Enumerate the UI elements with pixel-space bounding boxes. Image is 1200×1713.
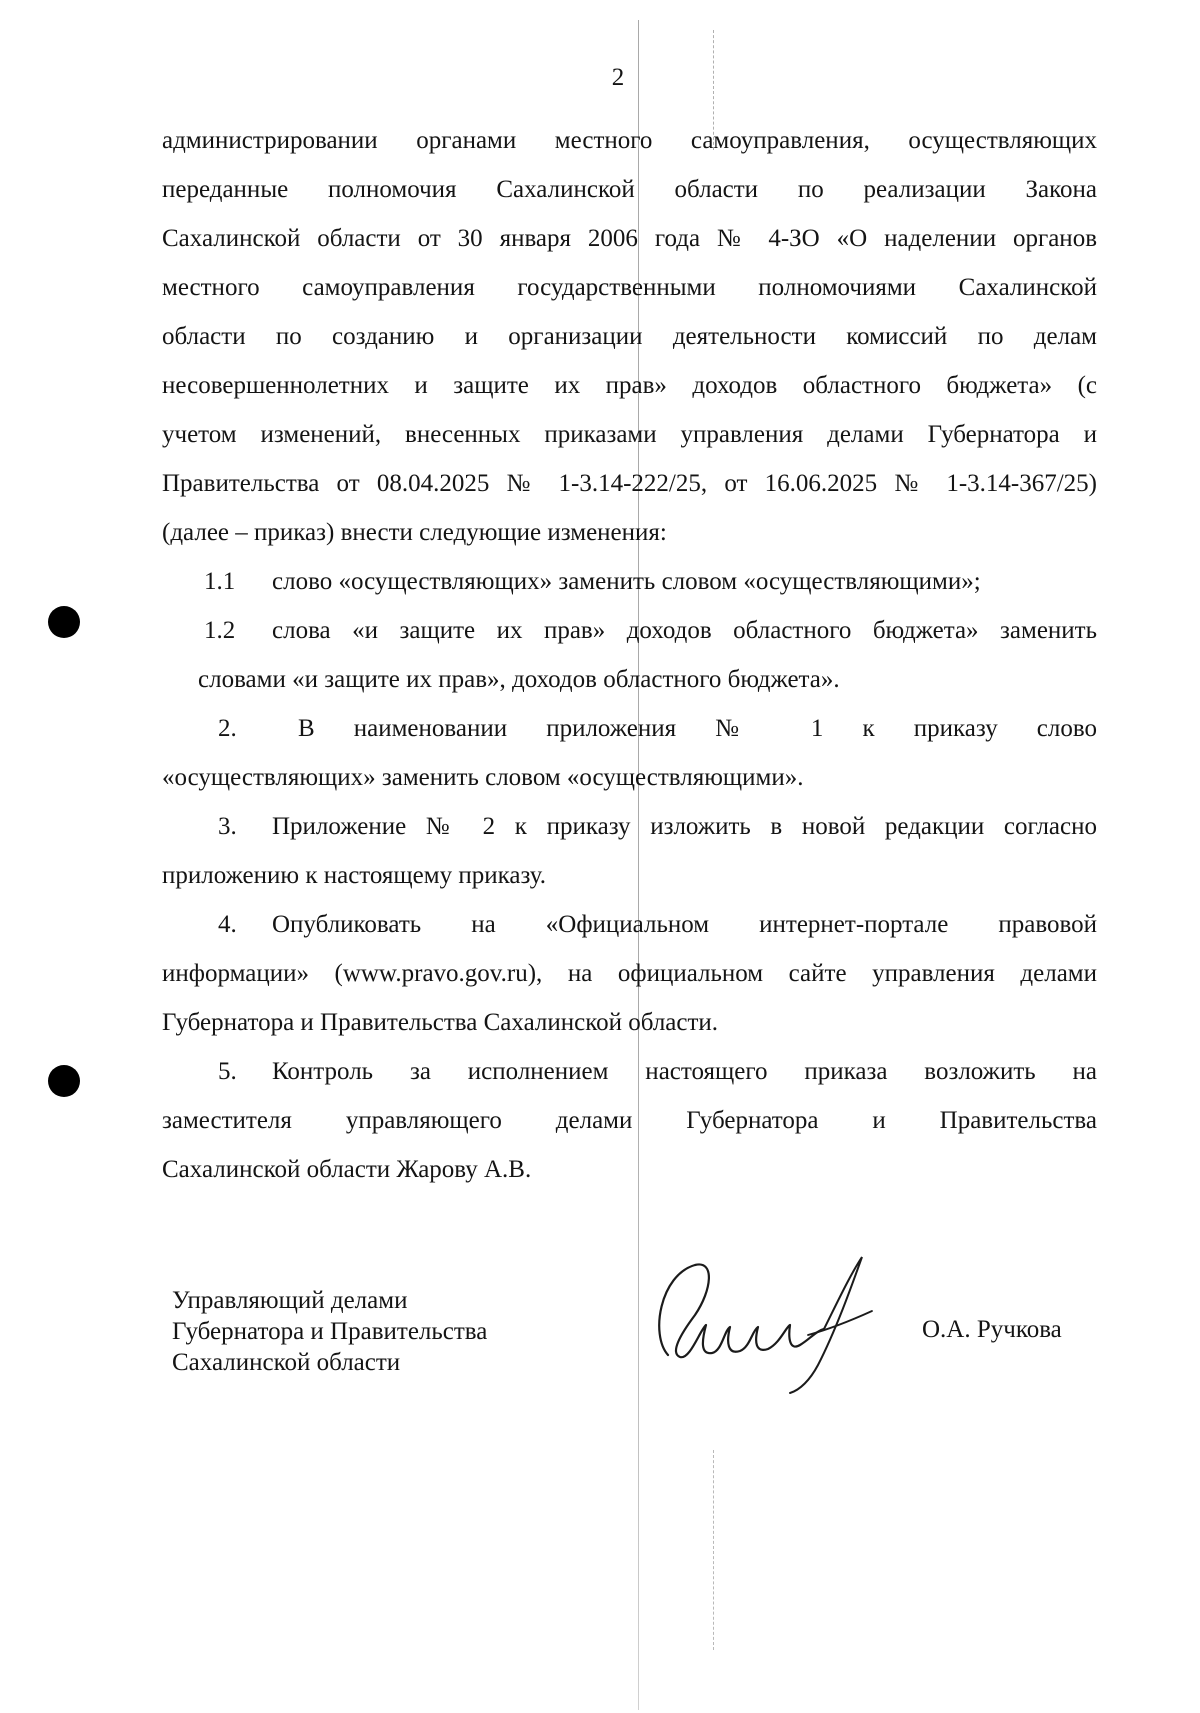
item-text: Опубликовать на «Официальном интернет-портале правовой: [272, 911, 1097, 938]
subitem-1-2: [162, 616, 1097, 646]
body-line: учетом изменений, внесенных приказами управления делами Губернатора и: [162, 421, 1097, 448]
subitem-text: слово «осуществляющих» заменить словом «осуществляющими»;: [272, 568, 981, 595]
subitem-continuation: словами «и защите их прав», доходов областного бюджета».: [198, 666, 840, 693]
handwritten-signature: [640, 1235, 900, 1395]
punch-hole: [48, 1065, 80, 1097]
item-number: 2.: [218, 715, 237, 742]
item-4: [162, 910, 1097, 940]
page-number: 2: [611, 64, 625, 91]
subitem-number: 1.2: [204, 617, 236, 644]
subitem-number: 1.1: [204, 568, 236, 595]
item-number: 3.: [218, 813, 237, 840]
body-line: информации» (www.pravo.gov.ru), на официальном сайте управления делами: [162, 960, 1097, 987]
subitem-1-1: [162, 567, 1097, 597]
item-2: [162, 714, 1097, 744]
item-3: [162, 812, 1097, 842]
body-line: местного самоуправления государственными полномочиями Сахалинской: [162, 274, 1097, 301]
signatory-name: О.А. Ручкова: [922, 1316, 1062, 1343]
body-line: Сахалинской области от 30 января 2006 года № 4-ЗО «О наделении органов: [162, 225, 1097, 252]
scan-artifact-line: [713, 1450, 715, 1650]
item-number: 5.: [218, 1058, 237, 1085]
body-line: Сахалинской области Жарову А.В.: [162, 1156, 532, 1183]
body-line: области по созданию и организации деятельности комиссий по делам: [162, 323, 1097, 350]
signatory-title: [172, 1285, 592, 1378]
item-text: Контроль за исполнением настоящего приказа возложить на: [272, 1058, 1097, 1085]
signatory-title-line: Сахалинской области: [172, 1349, 401, 1376]
item-text: Приложение № 2 к приказу изложить в новой редакции согласно: [272, 813, 1097, 840]
body-line: Правительства от 08.04.2025 № 1-3.14-222/25, от 16.06.2025 № 1-3.14-367/25): [162, 470, 1097, 497]
body-line: приложению к настоящему приказу.: [162, 862, 547, 889]
item-5: [162, 1057, 1097, 1087]
body-line: (далее – приказ) внести следующие изменения:: [162, 519, 667, 546]
punch-hole: [48, 606, 80, 638]
body-line: переданные полномочия Сахалинской области по реализации Закона: [162, 176, 1097, 203]
body-line: «осуществляющих» заменить словом «осуществляющими».: [162, 764, 804, 791]
subitem-text: слова «и защите их прав» доходов областного бюджета» заменить: [272, 617, 1097, 644]
body-line: заместителя управляющего делами Губернатора и Правительства: [162, 1107, 1097, 1134]
body-line: администрировании органами местного самоуправления, осуществляющих: [162, 127, 1097, 154]
item-number: 4.: [218, 911, 237, 938]
item-text: В наименовании приложения № 1 к приказу слово: [298, 715, 1097, 742]
signatory-title-line: Управляющий делами: [172, 1287, 408, 1314]
body-line: несовершеннолетних и защите их прав» доходов областного бюджета» (с: [162, 372, 1097, 399]
body-line: Губернатора и Правительства Сахалинской области.: [162, 1009, 719, 1036]
signatory-title-line: Губернатора и Правительства: [172, 1318, 488, 1345]
